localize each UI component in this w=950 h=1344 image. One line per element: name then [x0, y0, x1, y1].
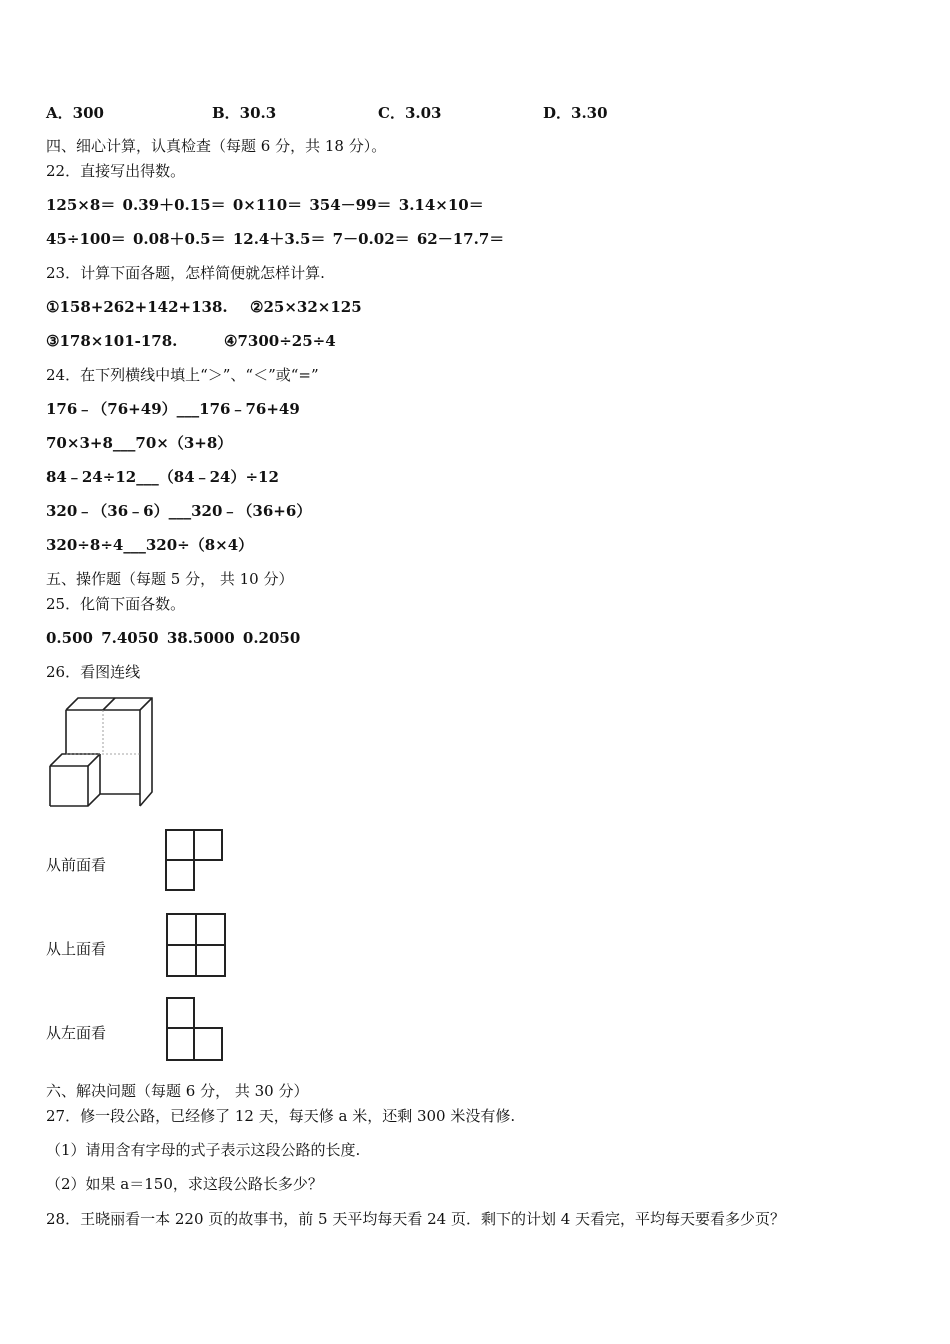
q22-row-2: 45÷100＝ 0.08＋0.5＝ 12.4＋3.5＝ 7－0.02＝ 62－17.7＝ [46, 230, 505, 248]
q22-row-1: 125×8＝ 0.39＋0.15＝ 0×110＝ 354－99＝ 3.14×10＝ [46, 196, 484, 214]
left-view-figure [162, 994, 228, 1064]
q23-item-1: ①158+262+142+138. [46, 298, 228, 316]
option-a: A．300 [46, 104, 104, 122]
section-6-heading: 六、解决问题（每题 6 分， 共 30 分） [46, 1082, 309, 1100]
q27-part-1: （1）请用含有字母的式子表示这段公路的长度. [46, 1141, 361, 1159]
option-b: B．30.3 [212, 104, 277, 122]
q23-title: 23．计算下面各题，怎样简便就怎样计算. [46, 264, 325, 282]
q27-part-2: （2）如果 a＝150，求这段公路长多少？ [46, 1175, 323, 1193]
q24-item: 70×3+8___70×（3+8） [46, 434, 233, 452]
q24-item: 320÷8÷4___320÷（8×4） [46, 536, 254, 554]
q24-title: 24．在下列横线中填上“＞”、“＜”或“=” [46, 366, 319, 384]
q23-item-4: ④7300÷25÷4 [224, 332, 336, 350]
q23-item-3: ③178×101-178. [46, 332, 178, 350]
top-view-label: 从上面看 [46, 940, 107, 958]
option-c: C．3.03 [378, 104, 442, 122]
front-view-figure [162, 826, 226, 896]
q26-title: 26．看图连线 [46, 663, 141, 681]
q28-title: 28．王晓丽看一本 220 页的故事书，前 5 天平均每天看 24 页．剩下的计划 4 天看完，平均每天要看多少页？ [46, 1210, 786, 1228]
q24-item: 176﹣（76+49）___176﹣76+49 [46, 400, 300, 418]
left-view-label: 从左面看 [46, 1024, 107, 1042]
front-view-label: 从前面看 [46, 856, 107, 874]
q24-item: 84﹣24÷12___（84﹣24）÷12 [46, 468, 279, 486]
q27-title: 27．修一段公路，已经修了 12 天，每天修 a 米，还剩 300 米没有修. [46, 1107, 516, 1125]
top-view-figure [162, 908, 230, 980]
q25-numbers: 0.500 7.4050 38.5000 0.2050 [46, 629, 301, 647]
cube-solid-figure [44, 694, 160, 812]
option-d: D．3.30 [543, 104, 608, 122]
q23-item-2: ②25×32×125 [250, 298, 362, 316]
q22-title: 22．直接写出得数。 [46, 162, 186, 180]
q24-item: 320﹣（36﹣6）___320﹣（36+6） [46, 502, 312, 520]
q25-title: 25．化简下面各数。 [46, 595, 186, 613]
section-5-heading: 五、操作题（每题 5 分， 共 10 分） [46, 570, 294, 588]
section-4-heading: 四、细心计算，认真检查（每题 6 分，共 18 分）。 [46, 137, 387, 155]
